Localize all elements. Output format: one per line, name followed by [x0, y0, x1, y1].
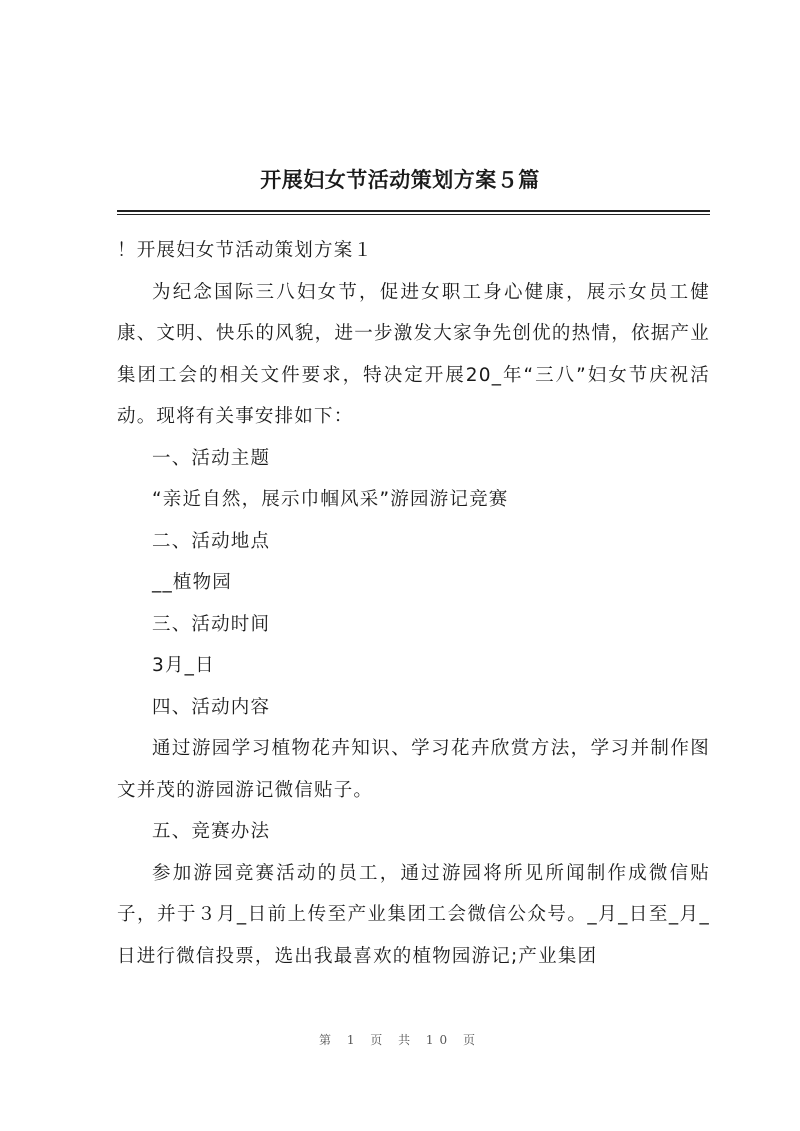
title-divider-thin [117, 214, 710, 215]
location-text: __植物园 [152, 572, 233, 593]
page-footer: 第 1 页 共 10 页 [319, 1033, 481, 1047]
time-text: 3月_日 [152, 655, 215, 676]
theme-text: “亲近自然，展示巾帼风采”游园游记竞赛 [152, 489, 509, 510]
heading-location: 二、活动地点 [152, 530, 271, 552]
document-body [117, 230, 710, 977]
title-divider-thick [117, 210, 710, 212]
section-heading: ！开展妇女节活动策划方案１ [117, 240, 374, 261]
content-text: 通过游园学习植物花卉知识、学习花卉欣赏方法，学习并制作图文并茂的游园游记微信贴子。 [117, 738, 710, 801]
intro-paragraph: 为纪念国际三八妇女节，促进女职工身心健康，展示女员工健康、文明、快乐的风貌，进一步激发大家争先创优的热情，依据产业集团工会的相关文件要求，特决定开展20_年“三八”妇女节庆祝活动。现将有关事安排如下： [117, 281, 710, 427]
heading-content: 四、活动内容 [152, 696, 271, 718]
method-text: 参加游园竞赛活动的员工，通过游园将所见所闻制作成微信贴子，并于３月_日前上传至产业集团工会微信公众号。_月_日至_月_日进行微信投票，选出我最喜欢的植物园游记;产业集团 [117, 862, 710, 967]
document-title: 开展妇女节活动策划方案５篇 [260, 167, 540, 192]
heading-time: 三、活动时间 [152, 613, 271, 635]
heading-method: 五、竞赛办法 [152, 821, 271, 842]
heading-theme: 一、活动主题 [152, 447, 271, 469]
